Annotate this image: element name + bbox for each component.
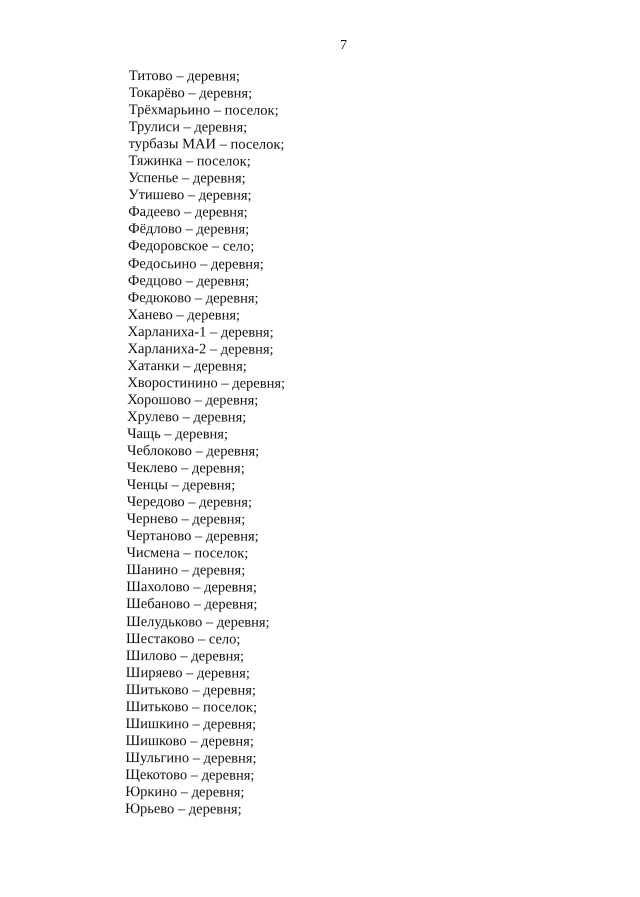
settlement-list-item: Успенье – деревня;	[128, 170, 246, 187]
settlement-list-item: Федцово – деревня;	[127, 272, 250, 290]
settlement-list-item: Чернево – деревня;	[126, 511, 246, 528]
settlement-list-item: Шульгино – деревня;	[125, 749, 257, 767]
settlement-list-item: Шишкино – деревня;	[125, 715, 257, 733]
settlement-list-item: Федосьино – деревня;	[127, 255, 264, 273]
settlement-list-item: Шелудьково – деревня;	[126, 613, 270, 631]
settlement-list-item: Шишково – деревня;	[125, 732, 254, 750]
settlement-list-item: Чеклево – деревня;	[126, 460, 245, 477]
settlement-list-item: Титово – деревня;	[128, 68, 240, 85]
settlement-list-item: Федюково – деревня;	[127, 289, 259, 307]
settlement-list-item: Чертаново – деревня;	[126, 528, 259, 545]
settlement-list-item: Трёхмарьино – поселок;	[128, 102, 279, 119]
settlement-list-item: Харланиха-2 – деревня;	[127, 340, 274, 358]
settlement-list-item: Юрьево – деревня;	[125, 801, 242, 818]
settlement-list-item: Фадеево – деревня;	[128, 204, 248, 221]
settlement-list-item: Шахолово – деревня;	[126, 579, 257, 597]
settlement-list-item: Шилово – деревня;	[125, 647, 245, 665]
settlement-list-item: Хорошово – деревня;	[127, 391, 259, 409]
settlement-list-item: Ширяево – деревня;	[125, 664, 250, 682]
settlement-list-item: Фёдлово – деревня;	[128, 221, 250, 239]
settlement-list-item: Юркино – деревня;	[125, 783, 245, 801]
settlement-list-item: Чередово – деревня;	[126, 494, 253, 511]
settlement-list-item: Тяжинка – поселок;	[128, 153, 251, 170]
settlement-list-item: Харланиха-1 – деревня;	[127, 323, 274, 341]
settlement-list-item: Трулиси – деревня;	[128, 119, 248, 136]
settlement-list-item: турбазы МАИ – поселок;	[128, 136, 285, 154]
settlement-list-item: Шебаново – деревня;	[126, 596, 258, 614]
settlement-list-item: Шитьково – деревня;	[125, 681, 256, 699]
settlement-list-item: Федоровское – село;	[128, 238, 255, 256]
settlement-list-item: Щекотово – деревня;	[125, 766, 255, 784]
settlement-list	[125, 68, 287, 819]
settlement-list-item: Чащь – деревня;	[127, 425, 229, 443]
settlement-list-item: Чеблоково – деревня;	[126, 443, 260, 460]
settlement-list-item: Чисмена – поселок;	[126, 545, 249, 562]
settlement-list-item: Шестаково – село;	[125, 630, 241, 648]
settlement-list-item: Утишево – деревня;	[128, 187, 252, 204]
page-number: 7	[340, 38, 347, 53]
settlement-list-item: Ханево – деревня;	[127, 306, 241, 324]
settlement-list-item: Хатанки – деревня;	[127, 357, 247, 375]
settlement-list-item: Хворостинино – деревня;	[127, 374, 286, 392]
settlement-list-item: Хрулево – деревня;	[127, 408, 247, 426]
settlement-list-item: Токарёво – деревня;	[128, 85, 253, 102]
settlement-list-item: Ченцы – деревня;	[126, 477, 236, 494]
settlement-list-item: Шанино – деревня;	[126, 562, 246, 579]
settlement-list-item: Шитьково – поселок;	[125, 698, 258, 716]
